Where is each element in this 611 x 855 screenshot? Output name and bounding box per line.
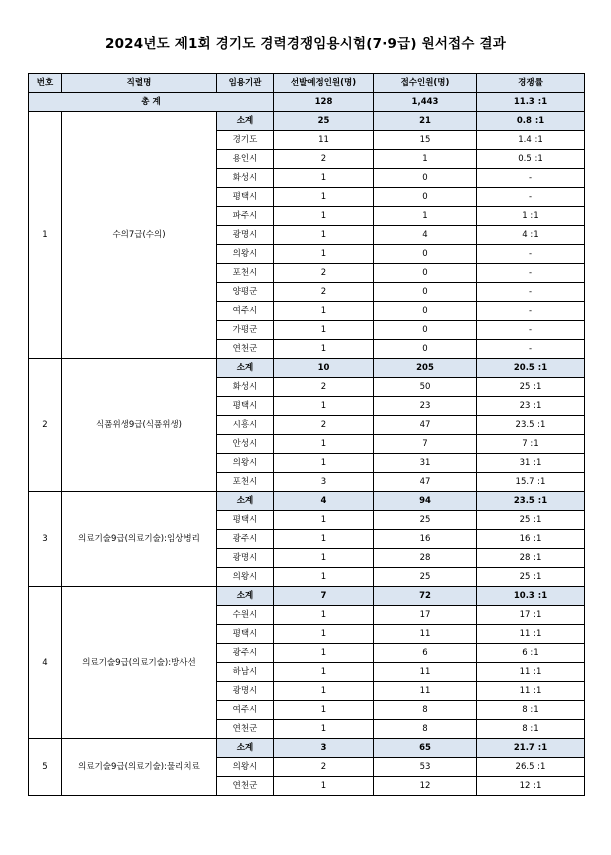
applied-count: 16 (374, 530, 477, 549)
org-name: 광주시 (217, 644, 274, 663)
applied-count: 28 (374, 549, 477, 568)
applied-count: 6 (374, 644, 477, 663)
org-name: 광명시 (217, 549, 274, 568)
org-name: 포천시 (217, 264, 274, 283)
applied-count: 12 (374, 777, 477, 796)
competition-ratio: 0.5 :1 (477, 150, 585, 169)
applied-count: 11 (374, 682, 477, 701)
org-name: 하남시 (217, 663, 274, 682)
group-job-name: 의료기술9급(의료기술):임상병리 (62, 492, 217, 587)
applied-count: 25 (374, 511, 477, 530)
applied-count: 0 (374, 302, 477, 321)
competition-ratio: - (477, 340, 585, 359)
org-name: 광명시 (217, 226, 274, 245)
applied-count: 8 (374, 701, 477, 720)
planned-count: 2 (274, 150, 374, 169)
org-name: 연천군 (217, 340, 274, 359)
competition-ratio: 31 :1 (477, 454, 585, 473)
planned-count: 1 (274, 701, 374, 720)
competition-ratio: - (477, 169, 585, 188)
group-job-name: 식품위생9급(식품위생) (62, 359, 217, 492)
header-row (29, 74, 585, 93)
competition-ratio: - (477, 321, 585, 340)
planned-count: 1 (274, 207, 374, 226)
competition-ratio: 12 :1 (477, 777, 585, 796)
planned-count: 1 (274, 625, 374, 644)
subtotal-applied: 205 (374, 359, 477, 378)
applied-count: 11 (374, 625, 477, 644)
planned-count: 1 (274, 720, 374, 739)
competition-ratio: 4 :1 (477, 226, 585, 245)
planned-count: 1 (274, 644, 374, 663)
org-name: 평택시 (217, 397, 274, 416)
org-name: 의왕시 (217, 758, 274, 777)
total-applied: 1,443 (374, 93, 477, 112)
planned-count: 1 (274, 169, 374, 188)
planned-count: 11 (274, 131, 374, 150)
applied-count: 0 (374, 245, 477, 264)
org-name: 가평군 (217, 321, 274, 340)
org-name: 의왕시 (217, 454, 274, 473)
subtotal-planned: 25 (274, 112, 374, 131)
org-name: 시흥시 (217, 416, 274, 435)
org-name: 화성시 (217, 169, 274, 188)
competition-ratio: - (477, 188, 585, 207)
applied-count: 0 (374, 264, 477, 283)
planned-count: 1 (274, 340, 374, 359)
org-name: 포천시 (217, 473, 274, 492)
subtotal-ratio: 21.7 :1 (477, 739, 585, 758)
planned-count: 2 (274, 283, 374, 302)
planned-count: 1 (274, 549, 374, 568)
subtotal-planned: 3 (274, 739, 374, 758)
planned-count: 1 (274, 777, 374, 796)
total-row (29, 93, 585, 112)
results-table (28, 73, 585, 796)
page-title: 2024년도 제1회 경기도 경력경쟁임용시험(7·9급) 원서접수 결과 (104, 36, 507, 52)
applied-count: 47 (374, 473, 477, 492)
planned-count: 1 (274, 321, 374, 340)
competition-ratio: 8 :1 (477, 701, 585, 720)
org-name: 의왕시 (217, 568, 274, 587)
planned-count: 2 (274, 416, 374, 435)
subtotal-applied: 94 (374, 492, 477, 511)
group-job-name: 수의7급(수의) (62, 112, 217, 359)
group-subtotal-row (29, 492, 585, 511)
subtotal-applied: 21 (374, 112, 477, 131)
total-label: 총 계 (29, 93, 274, 112)
subtotal-planned: 4 (274, 492, 374, 511)
applied-count: 0 (374, 169, 477, 188)
competition-ratio: 23 :1 (477, 397, 585, 416)
subtotal-ratio: 10.3 :1 (477, 587, 585, 606)
group-subtotal-row (29, 739, 585, 758)
header-org: 임용기관 (217, 74, 274, 93)
group-subtotal-row (29, 112, 585, 131)
competition-ratio: - (477, 283, 585, 302)
competition-ratio: 15.7 :1 (477, 473, 585, 492)
group-number: 1 (29, 112, 62, 359)
applied-count: 25 (374, 568, 477, 587)
subtotal-ratio: 23.5 :1 (477, 492, 585, 511)
competition-ratio: 17 :1 (477, 606, 585, 625)
total-planned: 128 (274, 93, 374, 112)
subtotal-applied: 72 (374, 587, 477, 606)
org-name: 의왕시 (217, 245, 274, 264)
planned-count: 1 (274, 568, 374, 587)
planned-count: 1 (274, 302, 374, 321)
subtotal-label: 소계 (217, 112, 274, 131)
competition-ratio: - (477, 302, 585, 321)
planned-count: 1 (274, 682, 374, 701)
org-name: 용인시 (217, 150, 274, 169)
group-subtotal-row (29, 587, 585, 606)
header-ratio: 경쟁률 (477, 74, 585, 93)
group-number: 4 (29, 587, 62, 739)
planned-count: 1 (274, 511, 374, 530)
competition-ratio: 25 :1 (477, 511, 585, 530)
planned-count: 2 (274, 264, 374, 283)
subtotal-planned: 7 (274, 587, 374, 606)
competition-ratio: 23.5 :1 (477, 416, 585, 435)
subtotal-label: 소계 (217, 492, 274, 511)
subtotal-label: 소계 (217, 587, 274, 606)
competition-ratio: 25 :1 (477, 568, 585, 587)
competition-ratio: 1.4 :1 (477, 131, 585, 150)
group-job-name: 의료기술9급(의료기술):물리치료 (62, 739, 217, 796)
applied-count: 17 (374, 606, 477, 625)
group-number: 5 (29, 739, 62, 796)
header-planned: 선발예정인원(명) (274, 74, 374, 93)
applied-count: 50 (374, 378, 477, 397)
applied-count: 0 (374, 283, 477, 302)
applied-count: 0 (374, 340, 477, 359)
planned-count: 1 (274, 435, 374, 454)
org-name: 연천군 (217, 777, 274, 796)
competition-ratio: - (477, 264, 585, 283)
competition-ratio: 16 :1 (477, 530, 585, 549)
competition-ratio: 6 :1 (477, 644, 585, 663)
applied-count: 23 (374, 397, 477, 416)
subtotal-ratio: 20.5 :1 (477, 359, 585, 378)
applied-count: 0 (374, 321, 477, 340)
planned-count: 1 (274, 530, 374, 549)
applied-count: 15 (374, 131, 477, 150)
org-name: 평택시 (217, 188, 274, 207)
org-name: 안성시 (217, 435, 274, 454)
header-job: 직렬명 (62, 74, 217, 93)
org-name: 연천군 (217, 720, 274, 739)
competition-ratio: 1 :1 (477, 207, 585, 226)
planned-count: 2 (274, 758, 374, 777)
group-number: 3 (29, 492, 62, 587)
competition-ratio: 11 :1 (477, 625, 585, 644)
org-name: 광명시 (217, 682, 274, 701)
group-subtotal-row (29, 359, 585, 378)
org-name: 평택시 (217, 511, 274, 530)
competition-ratio: 7 :1 (477, 435, 585, 454)
competition-ratio: 8 :1 (477, 720, 585, 739)
planned-count: 1 (274, 663, 374, 682)
subtotal-label: 소계 (217, 359, 274, 378)
applied-count: 31 (374, 454, 477, 473)
subtotal-applied: 65 (374, 739, 477, 758)
planned-count: 1 (274, 454, 374, 473)
applied-count: 53 (374, 758, 477, 777)
competition-ratio: 26.5 :1 (477, 758, 585, 777)
planned-count: 1 (274, 397, 374, 416)
org-name: 화성시 (217, 378, 274, 397)
competition-ratio: 28 :1 (477, 549, 585, 568)
applied-count: 7 (374, 435, 477, 454)
group-number: 2 (29, 359, 62, 492)
competition-ratio: - (477, 245, 585, 264)
org-name: 양평군 (217, 283, 274, 302)
header-applied: 접수인원(명) (374, 74, 477, 93)
applied-count: 1 (374, 150, 477, 169)
planned-count: 1 (274, 226, 374, 245)
total-ratio: 11.3 :1 (477, 93, 585, 112)
planned-count: 2 (274, 378, 374, 397)
applied-count: 8 (374, 720, 477, 739)
table-body (29, 93, 585, 796)
applied-count: 47 (374, 416, 477, 435)
subtotal-label: 소계 (217, 739, 274, 758)
org-name: 광주시 (217, 530, 274, 549)
applied-count: 11 (374, 663, 477, 682)
org-name: 경기도 (217, 131, 274, 150)
subtotal-ratio: 0.8 :1 (477, 112, 585, 131)
planned-count: 1 (274, 245, 374, 264)
competition-ratio: 25 :1 (477, 378, 585, 397)
applied-count: 4 (374, 226, 477, 245)
applied-count: 0 (374, 188, 477, 207)
planned-count: 1 (274, 606, 374, 625)
applied-count: 1 (374, 207, 477, 226)
group-job-name: 의료기술9급(의료기술):방사선 (62, 587, 217, 739)
org-name: 여주시 (217, 701, 274, 720)
planned-count: 3 (274, 473, 374, 492)
org-name: 수원시 (217, 606, 274, 625)
subtotal-planned: 10 (274, 359, 374, 378)
org-name: 파주시 (217, 207, 274, 226)
competition-ratio: 11 :1 (477, 682, 585, 701)
org-name: 평택시 (217, 625, 274, 644)
org-name: 여주시 (217, 302, 274, 321)
planned-count: 1 (274, 188, 374, 207)
header-number: 번호 (29, 74, 62, 93)
competition-ratio: 11 :1 (477, 663, 585, 682)
